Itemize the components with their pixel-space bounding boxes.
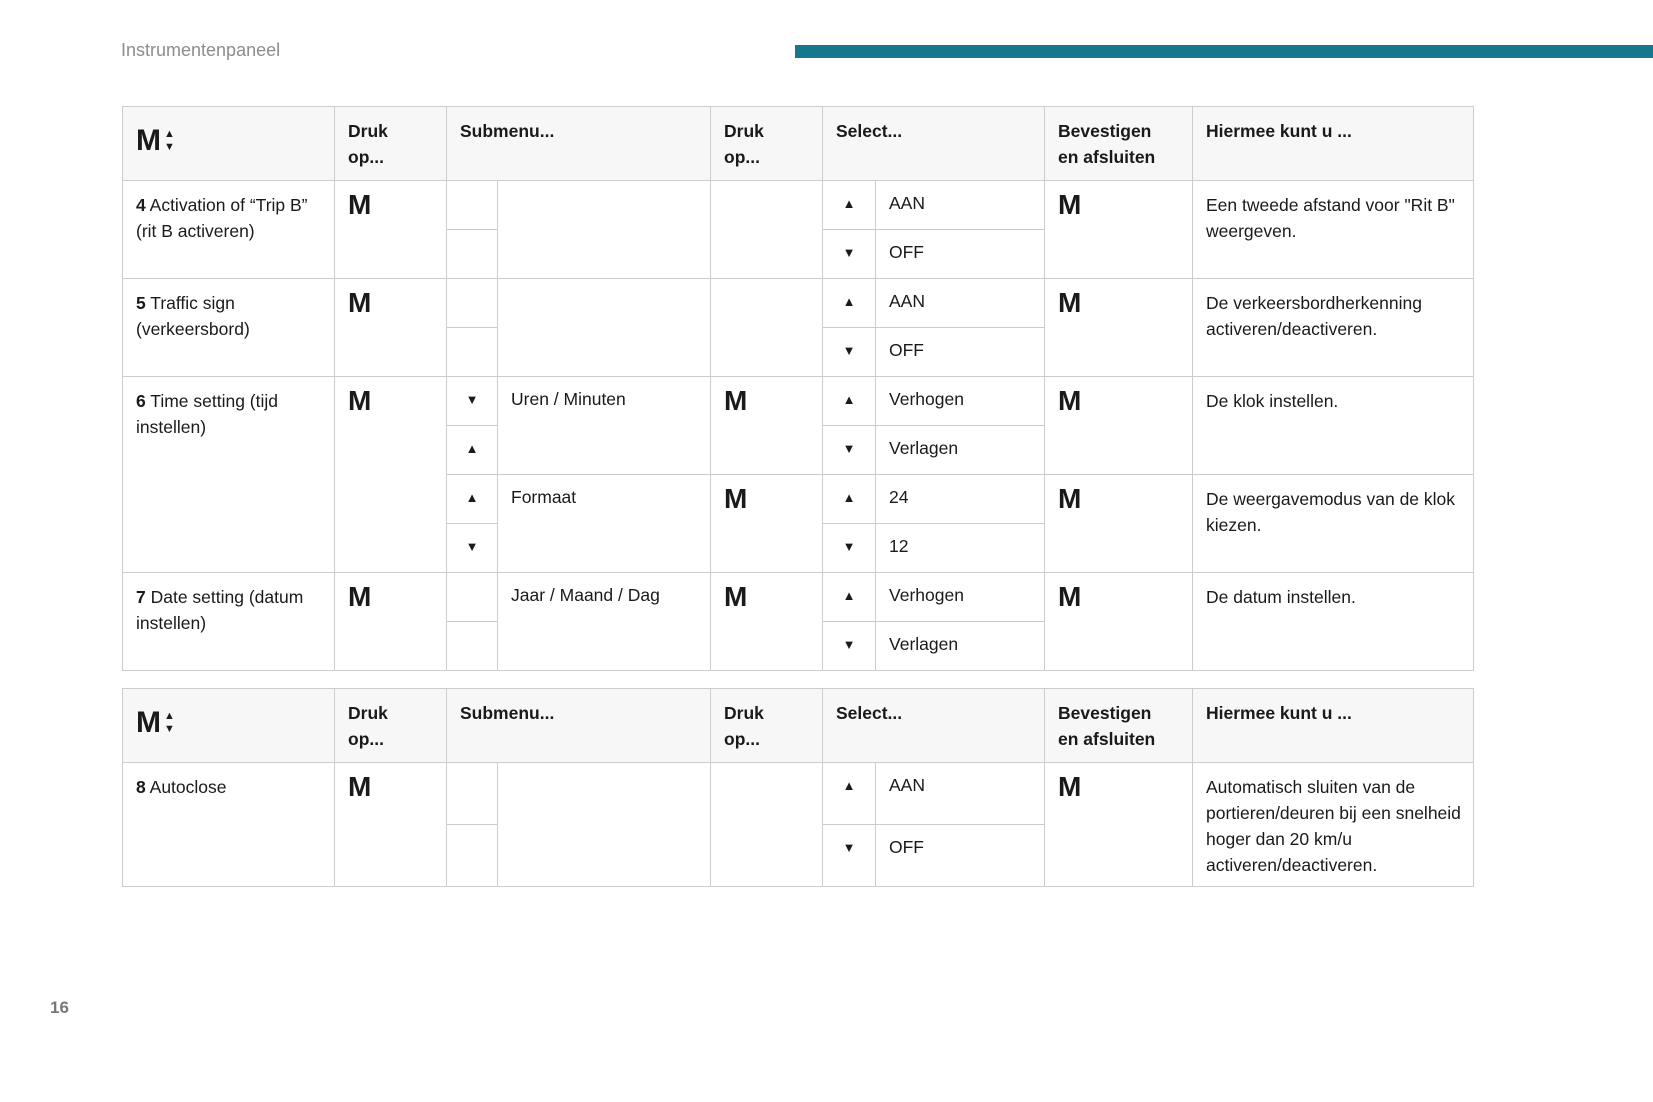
select-value-cell: OFF [876,328,1045,377]
submenu-arrow-cell [447,426,498,475]
select-arrow-cell [823,279,876,328]
press-button-2-cell [711,573,823,671]
description-cell: De verkeersbordherkenning activeren/deactiveren. [1193,279,1474,377]
col-header-select: Select... [823,689,1045,763]
press-button-cell [335,377,447,573]
menu-button-icon [136,700,175,739]
press-button-2-cell [711,475,823,573]
up-down-arrows-icon [164,710,175,735]
col-header-menu [123,107,335,181]
select-arrow-cell [823,524,876,573]
col-header-druk-op: Druk op... [335,689,447,763]
submenu-arrow-cell [447,181,498,230]
submenu-arrow-cell [447,279,498,328]
menu-item-label: Autoclose [149,777,227,797]
description-cell: Automatisch sluiten van de portieren/deuren bij een snelheid hoger dan 20 km/u activeren/deactiveren. [1193,763,1474,887]
settings-row-5 [123,279,1474,328]
select-arrow-cell [823,825,876,887]
up-arrow-icon: ▲ [164,709,175,722]
select-arrow-cell [823,230,876,279]
submenu-arrow-cell [447,763,498,825]
m-button-glyph: M [724,385,748,416]
submenu-label-cell: Formaat [498,475,711,573]
settings-table-2 [122,688,1474,887]
col-header-menu [123,689,335,763]
submenu-arrow-cell [447,475,498,524]
m-button-glyph: M [724,581,748,612]
m-button-glyph: M [348,581,372,612]
up-down-arrows-icon [164,128,175,153]
menu-item-cell [123,279,335,377]
m-button-glyph: M [348,189,372,220]
submenu-arrow-cell [447,524,498,573]
select-value-cell: Verhogen [876,573,1045,622]
submenu-arrow-cell [447,573,498,622]
m-button-glyph: M [1058,287,1082,318]
select-arrow-cell [823,426,876,475]
press-button-cell [335,573,447,671]
press-button-cell [335,181,447,279]
col-header-bevestigen: Bevestigen en afsluiten [1045,107,1193,181]
confirm-button-cell [1045,475,1193,573]
submenu-label-cell [498,279,711,377]
col-header-hiermee: Hiermee kunt u ... [1193,107,1474,181]
submenu-label-cell [498,763,711,887]
menu-item-number: 5 [136,293,146,313]
press-button-2-cell [711,279,823,377]
down-arrow-icon: ▼ [465,539,479,554]
select-arrow-cell [823,377,876,426]
col-header-bevestigen: Bevestigen en afsluiten [1045,689,1193,763]
description-cell: De weergavemodus van de klok kiezen. [1193,475,1474,573]
up-arrow-icon: ▲ [842,392,856,407]
select-value-cell: Verlagen [876,622,1045,671]
m-button-glyph: M [348,771,372,802]
page-title: Instrumentenpaneel [121,40,281,60]
down-arrow-icon: ▼ [164,722,175,735]
down-arrow-icon: ▼ [842,441,856,456]
down-arrow-icon: ▼ [842,343,856,358]
select-value-cell: OFF [876,825,1045,887]
select-arrow-cell [823,328,876,377]
settings-row-4 [123,181,1474,230]
menu-item-label: Traffic sign (verkeersbord) [136,293,250,339]
up-arrow-icon: ▲ [465,441,479,456]
submenu-label-cell [498,181,711,279]
press-button-cell [335,763,447,887]
up-arrow-icon: ▲ [465,490,479,505]
col-header-submenu: Submenu... [447,107,711,181]
up-arrow-icon: ▲ [842,490,856,505]
up-arrow-icon: ▲ [842,778,856,793]
up-arrow-icon: ▲ [164,127,175,140]
confirm-button-cell [1045,181,1193,279]
accent-bar [795,45,1653,58]
select-value-cell: Verlagen [876,426,1045,475]
select-value-cell: AAN [876,181,1045,230]
menu-item-label: Date setting (datum instellen) [136,587,304,633]
menu-item-cell [123,181,335,279]
down-arrow-icon: ▼ [842,637,856,652]
m-button-glyph: M [136,706,161,739]
settings-table-1 [122,106,1474,671]
settings-row-8 [123,763,1474,825]
menu-item-cell [123,377,335,573]
confirm-button-cell [1045,573,1193,671]
m-button-glyph: M [348,385,372,416]
col-header-druk-op: Druk op... [335,107,447,181]
up-arrow-icon: ▲ [842,196,856,211]
select-arrow-cell [823,763,876,825]
down-arrow-icon: ▼ [842,245,856,260]
m-button-glyph: M [348,287,372,318]
col-header-druk-op-2: Druk op... [711,689,823,763]
confirm-button-cell [1045,763,1193,887]
description-cell: De datum instellen. [1193,573,1474,671]
col-header-druk-op-2: Druk op... [711,107,823,181]
select-value-cell: OFF [876,230,1045,279]
submenu-arrow-cell [447,825,498,887]
select-value-cell: AAN [876,763,1045,825]
press-button-cell [335,279,447,377]
select-arrow-cell [823,622,876,671]
table-header-row [123,107,1474,181]
select-value-cell: Verhogen [876,377,1045,426]
confirm-button-cell [1045,377,1193,475]
m-button-glyph: M [1058,189,1082,220]
submenu-label-cell: Uren / Minuten [498,377,711,475]
up-arrow-icon: ▲ [842,588,856,603]
m-button-glyph: M [1058,581,1082,612]
submenu-arrow-cell [447,622,498,671]
menu-item-number: 7 [136,587,146,607]
submenu-arrow-cell [447,328,498,377]
press-button-2-cell [711,377,823,475]
table-header-row [123,689,1474,763]
submenu-arrow-cell [447,377,498,426]
menu-button-icon [136,118,175,157]
m-button-glyph: M [1058,483,1082,514]
select-arrow-cell [823,573,876,622]
m-button-glyph: M [1058,771,1082,802]
menu-item-number: 8 [136,777,146,797]
up-arrow-icon: ▲ [842,294,856,309]
settings-row-7 [123,573,1474,622]
menu-item-label: Time setting (tijd instellen) [136,391,279,437]
menu-item-label: Activation of “Trip B” (rit B activeren) [136,195,308,241]
menu-item-number: 6 [136,391,146,411]
select-arrow-cell [823,181,876,230]
m-button-glyph: M [724,483,748,514]
description-cell: Een tweede afstand voor "Rit B" weergeven. [1193,181,1474,279]
press-button-2-cell [711,763,823,887]
press-button-2-cell [711,181,823,279]
settings-row-6 [123,377,1474,426]
select-arrow-cell [823,475,876,524]
down-arrow-icon: ▼ [465,392,479,407]
page-number: 16 [50,998,69,1017]
down-arrow-icon: ▼ [842,539,856,554]
down-arrow-icon: ▼ [164,140,175,153]
select-value-cell: 12 [876,524,1045,573]
submenu-label-cell: Jaar / Maand / Dag [498,573,711,671]
col-header-hiermee: Hiermee kunt u ... [1193,689,1474,763]
menu-item-cell [123,763,335,887]
col-header-select: Select... [823,107,1045,181]
select-value-cell: 24 [876,475,1045,524]
m-button-glyph: M [136,124,161,157]
submenu-arrow-cell [447,230,498,279]
description-cell: De klok instellen. [1193,377,1474,475]
confirm-button-cell [1045,279,1193,377]
menu-item-number: 4 [136,195,146,215]
col-header-submenu: Submenu... [447,689,711,763]
select-value-cell: AAN [876,279,1045,328]
down-arrow-icon: ▼ [842,840,856,855]
m-button-glyph: M [1058,385,1082,416]
menu-item-cell [123,573,335,671]
